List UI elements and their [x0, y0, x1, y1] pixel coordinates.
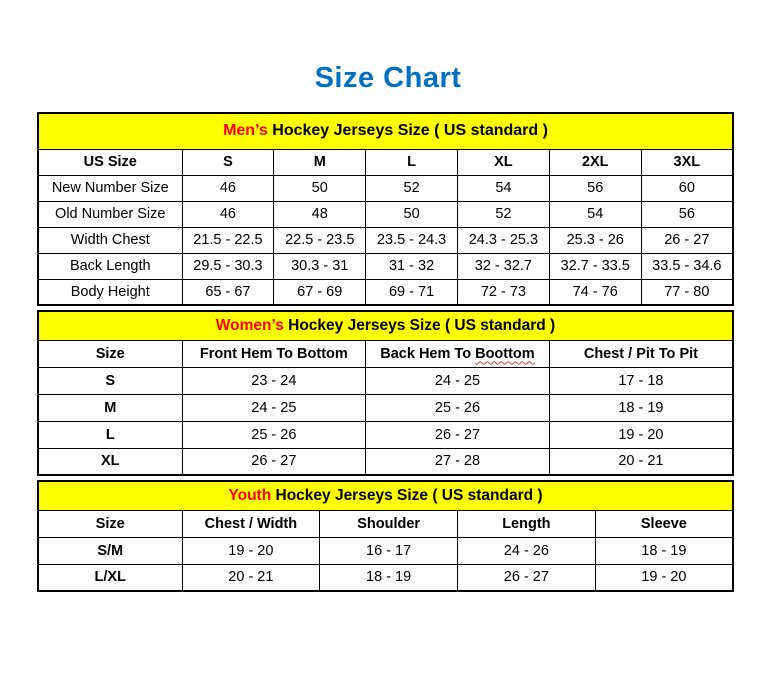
row-label: S [38, 367, 182, 394]
column-header: Shoulder [320, 510, 458, 537]
youth-size-table [37, 480, 734, 592]
table-row [38, 175, 733, 201]
womens-section-caption [38, 311, 733, 340]
cell: 74 - 76 [549, 279, 641, 305]
column-header: US Size [38, 149, 182, 175]
column-header: Chest / Width [182, 510, 320, 537]
row-label: L/XL [38, 564, 182, 591]
mens-size-table [37, 112, 734, 306]
table-row [38, 201, 733, 227]
cell: 22.5 - 23.5 [274, 227, 366, 253]
cell: 20 - 21 [182, 564, 320, 591]
cell: 69 - 71 [366, 279, 458, 305]
row-label: Old Number Size [38, 201, 182, 227]
youth-caption-highlight: Youth [228, 486, 272, 504]
cell: 30.3 - 31 [274, 253, 366, 279]
cell: 33.5 - 34.6 [641, 253, 733, 279]
mens-caption-row [38, 113, 733, 149]
cell: 18 - 19 [595, 537, 733, 564]
cell: 24 - 25 [366, 367, 550, 394]
column-header: Sleeve [595, 510, 733, 537]
cell: 16 - 17 [320, 537, 458, 564]
cell: 24 - 25 [182, 394, 366, 421]
cell: 52 [457, 201, 549, 227]
column-header: Front Hem To Bottom [182, 340, 366, 367]
cell: 65 - 67 [182, 279, 274, 305]
column-header: M [274, 149, 366, 175]
youth-header-row [38, 510, 733, 537]
row-label: Width Chest [38, 227, 182, 253]
cell: 24 - 26 [458, 537, 596, 564]
misspelled-word: Boottom [475, 345, 535, 362]
mens-caption-highlight: Men’s [223, 122, 268, 140]
cell: 25 - 26 [366, 394, 550, 421]
table-row [38, 394, 733, 421]
row-label: L [38, 421, 182, 448]
cell: 56 [641, 201, 733, 227]
cell: 17 - 18 [549, 367, 733, 394]
mens-section-caption [38, 113, 733, 149]
womens-caption-rest: Hockey Jerseys Size ( US standard ) [283, 316, 556, 334]
cell: 48 [274, 201, 366, 227]
cell: 19 - 20 [595, 564, 733, 591]
cell: 50 [274, 175, 366, 201]
mens-header-row [38, 149, 733, 175]
row-label: New Number Size [38, 175, 182, 201]
cell: 77 - 80 [641, 279, 733, 305]
cell: 52 [366, 175, 458, 201]
table-row [38, 421, 733, 448]
cell: 54 [549, 201, 641, 227]
womens-caption-row [38, 311, 733, 340]
cell: 24.3 - 25.3 [457, 227, 549, 253]
cell: 25.3 - 26 [549, 227, 641, 253]
womens-header-row [38, 340, 733, 367]
cell: 23.5 - 24.3 [366, 227, 458, 253]
column-header: Size [38, 340, 182, 367]
page-title: Size Chart [314, 62, 462, 94]
cell: 26 - 27 [182, 448, 366, 475]
cell: 54 [457, 175, 549, 201]
cell: 46 [182, 175, 274, 201]
cell: 19 - 20 [549, 421, 733, 448]
column-header: XL [457, 149, 549, 175]
table-row [38, 448, 733, 475]
row-label: S/M [38, 537, 182, 564]
cell: 26 - 27 [458, 564, 596, 591]
cell: 23 - 24 [182, 367, 366, 394]
row-label: Body Height [38, 279, 182, 305]
column-header: Length [458, 510, 596, 537]
womens-caption-highlight: Women’s [215, 316, 284, 334]
back-hem-prefix: Back Hem To [380, 345, 476, 362]
cell: 18 - 19 [320, 564, 458, 591]
column-header: L [366, 149, 458, 175]
cell: 21.5 - 22.5 [182, 227, 274, 253]
column-header: Chest / Pit To Pit [549, 340, 733, 367]
cell: 19 - 20 [182, 537, 320, 564]
youth-caption-rest: Hockey Jerseys Size ( US standard ) [271, 486, 543, 504]
cell: 32.7 - 33.5 [549, 253, 641, 279]
column-header: S [182, 149, 274, 175]
cell: 26 - 27 [641, 227, 733, 253]
cell: 32 - 32.7 [457, 253, 549, 279]
mens-caption-rest: Hockey Jerseys Size ( US standard ) [267, 122, 548, 140]
womens-size-table [37, 310, 734, 476]
table-row [38, 367, 733, 394]
table-row [38, 253, 733, 279]
cell: 26 - 27 [366, 421, 550, 448]
column-header: 3XL [641, 149, 733, 175]
cell: 27 - 28 [366, 448, 550, 475]
table-row [38, 564, 733, 591]
cell: 56 [549, 175, 641, 201]
row-label: M [38, 394, 182, 421]
cell: 60 [641, 175, 733, 201]
cell: 46 [182, 201, 274, 227]
cell: 72 - 73 [457, 279, 549, 305]
row-label: Back Length [38, 253, 182, 279]
tables-container [37, 112, 734, 592]
table-row [38, 537, 733, 564]
row-label: XL [38, 448, 182, 475]
cell: 67 - 69 [274, 279, 366, 305]
table-row [38, 227, 733, 253]
youth-caption-row [38, 481, 733, 510]
cell: 50 [366, 201, 458, 227]
cell: 31 - 32 [366, 253, 458, 279]
cell: 18 - 19 [549, 394, 733, 421]
column-header: Size [38, 510, 182, 537]
table-row [38, 279, 733, 305]
cell: 25 - 26 [182, 421, 366, 448]
cell: 20 - 21 [549, 448, 733, 475]
cell: 29.5 - 30.3 [182, 253, 274, 279]
youth-section-caption [38, 481, 733, 510]
column-header: 2XL [549, 149, 641, 175]
column-header-with-typo [366, 340, 550, 367]
